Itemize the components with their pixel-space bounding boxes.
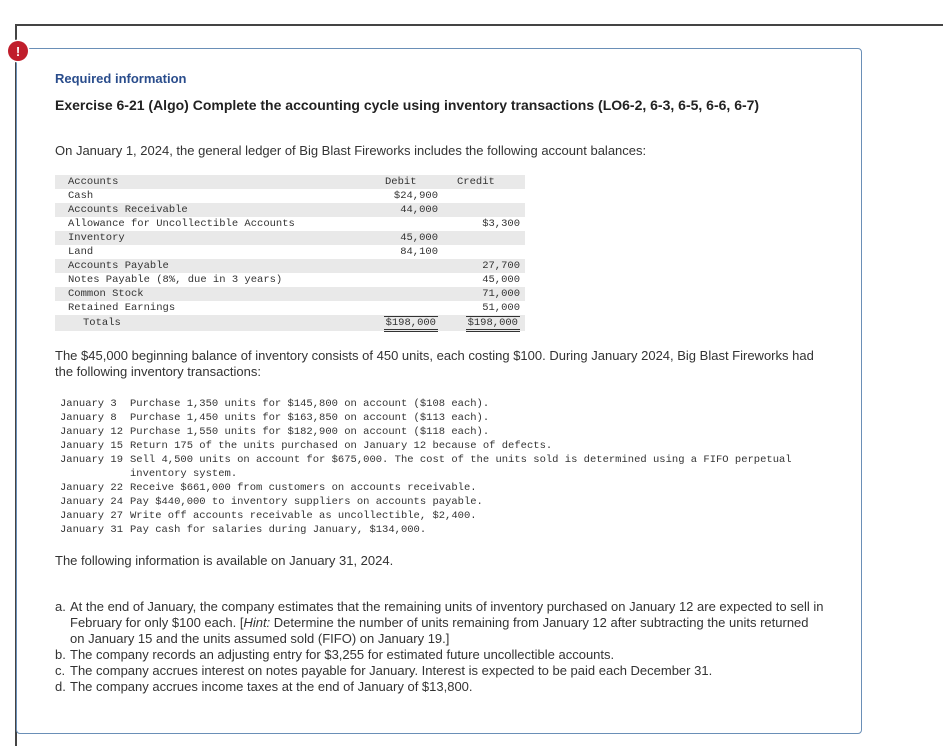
ledger-total-debit: $198,000 bbox=[384, 316, 438, 332]
item-text: Determine the number of units remaining from January 12 after subtracting the units returned on January 15 and the units assumed sold (FIFO) on January 19.] bbox=[70, 615, 809, 646]
item-text: The company records an adjusting entry for $3,255 for estimated future uncollectible accounts. bbox=[70, 647, 615, 662]
transactions-list bbox=[60, 397, 850, 537]
ledger-debit: 84,100 bbox=[400, 246, 438, 258]
transaction-text: Write off accounts receivable as uncollectible, $2,400. bbox=[130, 510, 477, 522]
ledger-row bbox=[55, 245, 525, 259]
ledger-credit: 27,700 bbox=[482, 260, 520, 272]
ledger-account: Common Stock bbox=[68, 288, 144, 300]
ledger-total-credit: $198,000 bbox=[466, 316, 520, 332]
transaction-row bbox=[60, 481, 850, 495]
transaction-text: Purchase 1,550 units for $182,900 on account ($118 each). bbox=[130, 426, 490, 438]
ledger-credit: $3,300 bbox=[482, 218, 520, 230]
ledger-debit: 44,000 bbox=[400, 204, 438, 216]
ledger-credit: 45,000 bbox=[482, 274, 520, 286]
intro-paragraph: On January 1, 2024, the general ledger of Big Blast Fireworks includes the following account balances: bbox=[55, 143, 647, 158]
ledger-total-row bbox=[55, 315, 525, 331]
adjustment-item-a bbox=[55, 599, 825, 647]
adjustments-list bbox=[55, 599, 825, 695]
ledger-total-label: Totals bbox=[83, 317, 121, 329]
transaction-row bbox=[60, 495, 850, 509]
ledger-header-credit: Credit bbox=[457, 176, 495, 188]
transaction-text: Purchase 1,450 units for $163,850 on account ($113 each). bbox=[130, 412, 490, 424]
ledger-row bbox=[55, 203, 525, 217]
ledger-account: Allowance for Uncollectible Accounts bbox=[68, 218, 295, 230]
item-text: The company accrues income taxes at the end of January of $13,800. bbox=[70, 679, 473, 694]
ledger-row bbox=[55, 287, 525, 301]
hint-label: Hint: bbox=[243, 615, 271, 630]
ledger-account: Retained Earnings bbox=[68, 302, 176, 314]
transaction-text: Purchase 1,350 units for $145,800 on account ($108 each). bbox=[130, 398, 490, 410]
item-text: At the end of January, the company estimates that the remaining units of inventory purchased on January 12 are expected to sell in February for only $100 each. [ bbox=[70, 599, 824, 630]
transaction-row bbox=[60, 425, 850, 439]
ledger-row bbox=[55, 217, 525, 231]
ledger-row bbox=[55, 301, 525, 315]
transaction-text: Return 175 of the units purchased on January 12 because of defects. bbox=[130, 440, 553, 452]
item-marker: a. bbox=[55, 599, 66, 614]
ledger-header-row bbox=[55, 175, 525, 189]
inventory-paragraph: The $45,000 beginning balance of inventory consists of 450 units, each costing $100. During January 2024, Big Blast Fireworks had the following inventory transactions: bbox=[55, 348, 814, 379]
transaction-row bbox=[60, 439, 850, 453]
item-marker: d. bbox=[55, 679, 66, 694]
ledger-row bbox=[55, 259, 525, 273]
transaction-row bbox=[60, 397, 850, 411]
ledger-debit: $24,900 bbox=[393, 190, 438, 202]
transaction-row bbox=[60, 411, 850, 425]
ledger-header-debit: Debit bbox=[385, 176, 417, 188]
transaction-text: Pay $440,000 to inventory suppliers on accounts payable. bbox=[130, 496, 483, 508]
adjustment-item-b bbox=[55, 647, 825, 663]
ledger-credit: 71,000 bbox=[482, 288, 520, 300]
transaction-row bbox=[60, 453, 850, 481]
ledger-credit: 51,000 bbox=[482, 302, 520, 314]
ledger-account: Notes Payable (8%, due in 3 years) bbox=[68, 274, 283, 286]
adjustment-item-d bbox=[55, 679, 825, 695]
following-info-text: The following information is available on January 31, 2024. bbox=[55, 553, 394, 568]
required-info-label: Required information bbox=[55, 71, 187, 86]
transaction-date: January 15 bbox=[60, 440, 124, 452]
ledger-header-accounts: Accounts bbox=[68, 176, 119, 188]
ledger-row bbox=[55, 231, 525, 245]
transaction-date: January 12 bbox=[60, 426, 124, 438]
item-marker: b. bbox=[55, 647, 66, 662]
ledger-debit: 45,000 bbox=[400, 232, 438, 244]
transaction-text: Sell 4,500 units on account for $675,000. The cost of the units sold is determined using a FIFO perpetual inventory system. bbox=[130, 454, 798, 480]
adjustment-item-c bbox=[55, 663, 825, 679]
transaction-date: January 8 bbox=[60, 412, 117, 424]
transaction-text: Receive $661,000 from customers on accounts receivable. bbox=[130, 482, 477, 494]
item-marker: c. bbox=[55, 663, 66, 678]
ledger-account: Inventory bbox=[68, 232, 125, 244]
transaction-date: January 19 bbox=[60, 454, 124, 466]
ledger-account: Accounts Receivable bbox=[68, 204, 188, 216]
ledger-row bbox=[55, 273, 525, 287]
ledger-table bbox=[55, 175, 525, 331]
ledger-account: Cash bbox=[68, 190, 94, 202]
exercise-title: Exercise 6-21 (Algo) Complete the accounting cycle using inventory transactions (LO6-2, 6-3, 6-5, 6-6, 6-7) bbox=[55, 97, 760, 113]
frame-top-border bbox=[15, 24, 943, 26]
transaction-row bbox=[60, 523, 850, 537]
transaction-text: Pay cash for salaries during January, $134,000. bbox=[130, 524, 427, 536]
transaction-date: January 3 bbox=[60, 398, 117, 410]
transaction-date: January 24 bbox=[60, 496, 124, 508]
transaction-date: January 22 bbox=[60, 482, 124, 494]
transaction-row bbox=[60, 509, 850, 523]
transaction-date: January 31 bbox=[60, 524, 124, 536]
ledger-account: Land bbox=[68, 246, 94, 258]
transaction-date: January 27 bbox=[60, 510, 124, 522]
item-text: The company accrues interest on notes payable for January. Interest is expected to be paid each December 31. bbox=[70, 663, 713, 678]
alert-icon: ! bbox=[8, 41, 28, 61]
required-info-card bbox=[16, 48, 862, 734]
ledger-row bbox=[55, 189, 525, 203]
ledger-account: Accounts Payable bbox=[68, 260, 169, 272]
